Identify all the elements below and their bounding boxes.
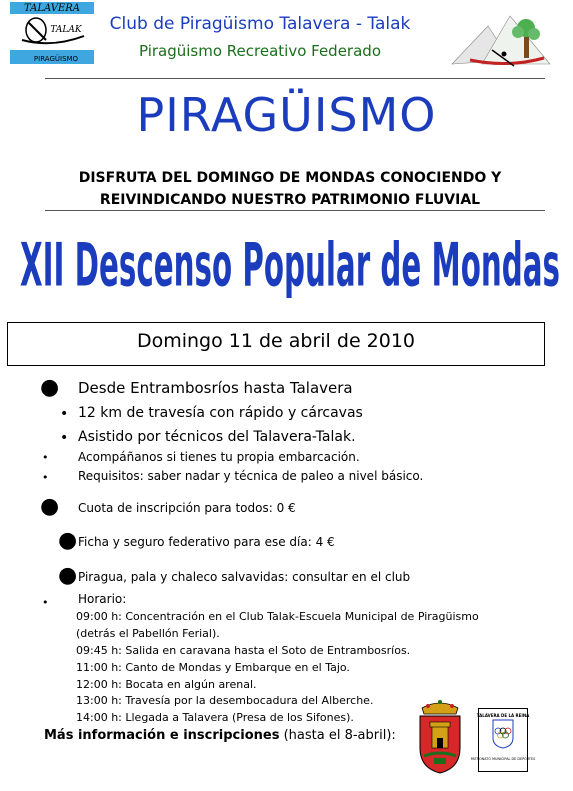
bullet-dot: • [60,430,69,446]
date-box [7,322,545,366]
schedule-item: 12:00 h: Bocata en algún arenal. [76,678,257,691]
assisted-text: Asistido por técnicos del Talavera-Talak. [78,429,356,445]
bullet-dot: ● [58,528,78,553]
event-title-art [10,218,570,304]
bullet-dot: ● [40,494,60,519]
fee-text: Cuota de inscripción para todos: 0 € [78,501,296,515]
sports-board-logo [470,708,536,776]
logo-right-line2: PATRONATO MUNICIPAL DE DEPORTES [470,757,536,761]
coat-of-arms-logo [414,698,466,778]
schedule-item: 09:45 h: Salida en caravana hasta el Soto de Entrambosríos. [76,644,411,657]
bullet-dot: • [42,471,49,484]
bullet-dot: ● [40,375,60,400]
schedule-item: (detrás el Pabellón Ferial). [76,627,220,640]
event-date: Domingo 11 de abril de 2010 [136,330,416,352]
club-subtitle: Piragüismo Recreativo Federado [138,42,381,60]
schedule-label: Horario: [78,592,127,606]
insurance-text: Ficha y seguro federativo para ese día: 4 € [78,535,335,549]
bullet-dot: • [42,596,49,609]
canoe-logo [452,8,552,70]
club-logo-top-text: TALAVERA [24,3,80,14]
more-info-bold: Más información e inscripciones [44,728,280,743]
logo-right-line1: TALAVERA DE LA REINA [476,713,530,718]
more-info [44,728,396,743]
main-title: PIRAGÜISMO [136,88,437,142]
event-title: XII Descenso Popular de Mondas [20,230,561,300]
bullet-dot: • [60,406,69,422]
subhead-divider [45,210,545,211]
equipment-text: Piragua, pala y chaleco salvavidas: consultar en el club [78,570,411,584]
subhead-line-2: REIVINDICANDO NUESTRO PATRIMONIO FLUVIAL [99,192,481,208]
club-logo-bottom-text: PIRAGÜISMO [33,55,79,63]
club-logo-mid-text: TALAK [50,25,82,35]
bullet-dot: • [42,451,49,464]
route-text: Desde Entrambosríos hasta Talavera [78,379,353,397]
schedule-item: 13:00 h: Travesía por la desembocadura del Alberche. [76,694,374,707]
more-info-rest: (hasta el 8-abril): [279,728,396,743]
boat-text: Acompáñanos si tienes tu propia embarcación. [78,450,360,464]
header-divider [45,78,545,79]
schedule-item: 11:00 h: Canto de Mondas y Embarque en el Tajo. [76,661,350,674]
subhead-line-1: DISFRUTA DEL DOMINGO DE MONDAS CONOCIENDO Y [78,170,502,186]
bullet-dot: ● [58,563,78,588]
schedule-item: 14:00 h: Llegada a Talavera (Presa de los Sifones). [76,711,354,724]
club-name: Club de Piragüismo Talavera - Talak [109,14,411,34]
schedule-item: 09:00 h: Concentración en el Club Talak-Escuela Municipal de Piragüismo [76,610,479,623]
distance-text: 12 km de travesía con rápido y cárcavas [78,405,363,421]
requirements-text: Requisitos: saber nadar y técnica de paleo a nivel básico. [78,469,424,483]
